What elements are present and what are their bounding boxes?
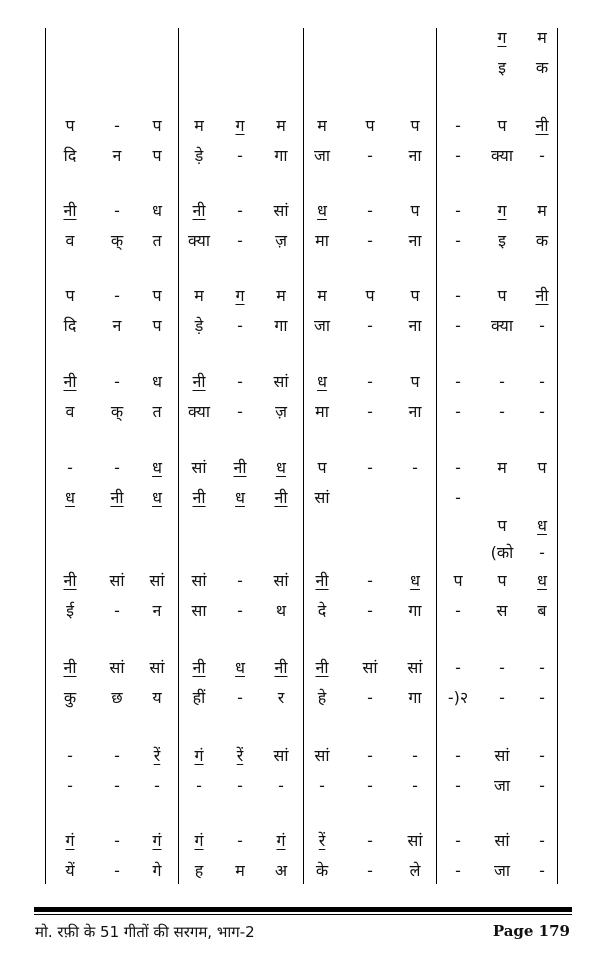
notation-cell: जा	[493, 861, 511, 880]
notation-cell: न	[152, 601, 162, 620]
notation-cell: ग	[235, 286, 245, 305]
notation-cell: प	[497, 116, 507, 135]
notation-cell: सां	[149, 658, 165, 677]
notation-cell: -	[237, 831, 243, 850]
notation-cell: ध	[152, 488, 162, 507]
notation-cell: क	[535, 58, 549, 77]
notation-cell: गे	[152, 861, 162, 880]
notation-cell: ध	[537, 516, 547, 535]
notation-cell: -	[539, 402, 545, 421]
notation-cell: -	[367, 372, 373, 391]
notation-cell: स	[496, 601, 508, 620]
notation-cell: ज़	[275, 231, 287, 250]
notation-cell: गं	[65, 831, 75, 850]
notation-cell: दि	[63, 316, 77, 335]
notation-cell: -	[237, 402, 243, 421]
notation-cell: प	[65, 286, 75, 305]
notation-cell: नी	[233, 458, 247, 477]
notation-cell: -	[367, 688, 373, 707]
footer-rule-thin	[34, 914, 572, 915]
notation-cell: सां	[273, 571, 289, 590]
notation-cell: गा	[408, 601, 422, 620]
notation-cell: ध	[276, 458, 286, 477]
notation-cell: नी	[192, 372, 206, 391]
notation-cell: -	[455, 372, 461, 391]
notation-cell: म	[317, 286, 327, 305]
notation-cell: के	[315, 861, 329, 880]
notation-cell: -	[367, 316, 373, 335]
notation-cell: नी	[192, 201, 206, 220]
notation-cell: -	[539, 688, 545, 707]
notation-cell: सां	[314, 746, 330, 765]
notation-cell: प	[410, 116, 420, 135]
notation-cell: गा	[274, 316, 288, 335]
notation-cell: सां	[494, 831, 510, 850]
notation-cell: -	[455, 488, 461, 507]
notation-cell: ग	[497, 28, 507, 47]
notation-cell: -	[455, 231, 461, 250]
notation-cell: -	[455, 831, 461, 850]
notation-cell: -	[455, 201, 461, 220]
notation-cell: ह	[194, 861, 204, 880]
notation-cell: गं	[152, 831, 162, 850]
notation-cell: -	[278, 776, 284, 795]
notation-cell: सा	[191, 601, 207, 620]
notation-cell: -	[367, 831, 373, 850]
notation-cell: -	[114, 286, 120, 305]
notation-cell: क्	[110, 402, 124, 421]
notation-cell: नी	[63, 571, 77, 590]
notation-cell: -	[455, 458, 461, 477]
notation-cell: दि	[63, 146, 77, 165]
notation-cell: ब	[537, 601, 547, 620]
notation-cell: -	[539, 316, 545, 335]
notation-cell: मा	[315, 402, 329, 421]
notation-cell: त	[152, 402, 162, 421]
notation-cell: -	[196, 776, 202, 795]
notation-cell: -	[319, 776, 325, 795]
notation-cell: -	[412, 776, 418, 795]
notation-cell: -	[237, 776, 243, 795]
notation-cell: यें	[65, 861, 75, 880]
notation-cell: -	[367, 601, 373, 620]
notation-cell: -	[455, 776, 461, 795]
notation-cell: गं	[194, 831, 204, 850]
notation-cell: -	[114, 776, 120, 795]
notation-cell: -	[539, 543, 545, 562]
notation-cell: ध	[152, 201, 162, 220]
notation-cell: -	[114, 458, 120, 477]
notation-cell: ना	[408, 146, 422, 165]
notation-cell: -	[114, 861, 120, 880]
notation-cell: सां	[273, 746, 289, 765]
notation-cell: गं	[194, 746, 204, 765]
notation-cell: ड़े	[194, 316, 204, 335]
notation-cell: प	[152, 286, 162, 305]
notation-cell: प	[65, 116, 75, 135]
notation-cell: नी	[315, 571, 329, 590]
notation-cell: प	[365, 116, 375, 135]
notation-cell: हीं	[192, 688, 206, 707]
notation-cell: छ	[111, 688, 123, 707]
notation-cell: थ	[275, 601, 287, 620]
notation-cell: सां	[191, 458, 207, 477]
notation-cell: -	[237, 316, 243, 335]
notation-cell: -	[499, 372, 505, 391]
notation-cell: प	[410, 372, 420, 391]
notation-cell: -	[114, 746, 120, 765]
notation-cell: -	[455, 658, 461, 677]
notation-cell: -	[539, 831, 545, 850]
notation-cell: -	[367, 861, 373, 880]
notation-cell: नी	[63, 658, 77, 677]
notation-cell: -	[367, 146, 373, 165]
notation-cell: प	[537, 458, 547, 477]
notation-cell: -	[237, 601, 243, 620]
notation-cell: -	[499, 688, 505, 707]
notation-cell: ध	[235, 658, 245, 677]
notation-cell: नी	[110, 488, 124, 507]
notation-cell: नी	[274, 488, 288, 507]
notation-cell: इ	[498, 58, 506, 77]
notation-cell: ध	[152, 458, 162, 477]
notation-cell: ई	[66, 601, 74, 620]
notation-cell: ज़	[275, 402, 287, 421]
notation-cell: ध	[317, 201, 327, 220]
notation-cell: -)२	[447, 688, 469, 707]
notation-cell: प	[497, 571, 507, 590]
notation-cell: -	[455, 316, 461, 335]
notation-cell: -	[367, 231, 373, 250]
book-title: मो. रफ़ी के 51 गीतों की सरगम, भाग-2	[35, 923, 255, 941]
notation-cell: प	[410, 286, 420, 305]
notation-cell: नी	[192, 488, 206, 507]
notation-cell: -	[67, 776, 73, 795]
notation-cell: -	[499, 402, 505, 421]
notation-cell: -	[539, 658, 545, 677]
notation-cell: ड़े	[194, 146, 204, 165]
notation-cell: म	[276, 286, 286, 305]
notation-cell: रें	[318, 831, 326, 850]
notation-cell: म	[194, 116, 204, 135]
notation-cell: क्या	[491, 146, 513, 165]
notation-cell: -	[539, 861, 545, 880]
notation-cell: कु	[63, 688, 77, 707]
notation-cell: -	[67, 458, 73, 477]
notation-cell: ध	[317, 372, 327, 391]
notation-cell: -	[412, 458, 418, 477]
notation-cell: -	[114, 372, 120, 391]
footer-rule	[34, 907, 572, 912]
notation-cell: क	[535, 231, 549, 250]
notation-cell: प	[152, 116, 162, 135]
notation-cell: -	[367, 746, 373, 765]
notation-cell: ध	[65, 488, 75, 507]
notation-cell: र	[277, 688, 285, 707]
notation-cell: ध	[537, 571, 547, 590]
notation-cell: प	[410, 201, 420, 220]
notation-cell: नी	[274, 658, 288, 677]
notation-cell: ना	[408, 231, 422, 250]
notation-cell: प	[497, 516, 507, 535]
notation-cell: नी	[192, 658, 206, 677]
notation-cell: सां	[109, 571, 125, 590]
notation-cell: नी	[315, 658, 329, 677]
notation-cell: गं	[276, 831, 286, 850]
notation-cell: सां	[273, 372, 289, 391]
notation-cell: गा	[274, 146, 288, 165]
notation-cell: क्	[110, 231, 124, 250]
notation-cell: ध	[235, 488, 245, 507]
notation-cell: नी	[63, 201, 77, 220]
notation-cell: त	[152, 231, 162, 250]
notation-cell: ले	[409, 861, 421, 880]
notation-cell: -	[455, 601, 461, 620]
notation-cell: न	[112, 146, 122, 165]
notation-cell: -	[237, 201, 243, 220]
notation-cell: नी	[63, 372, 77, 391]
notation-cell: -	[455, 286, 461, 305]
notation-cell: ग	[235, 116, 245, 135]
notation-cell: मा	[315, 231, 329, 250]
notation-cell: प	[317, 458, 327, 477]
notation-cell: अ	[274, 861, 288, 880]
notation-cell: -	[154, 776, 160, 795]
notation-cell: -	[539, 776, 545, 795]
notation-cell: -	[114, 601, 120, 620]
notation-cell: जा	[313, 316, 331, 335]
notation-cell: प	[453, 571, 463, 590]
notation-cell: -	[455, 116, 461, 135]
notation-cell: म	[194, 286, 204, 305]
notation-cell: सां	[362, 658, 378, 677]
notation-cell: प	[152, 146, 162, 165]
notation-cell: -	[455, 861, 461, 880]
notation-cell: सां	[109, 658, 125, 677]
notation-cell: -	[237, 372, 243, 391]
notation-cell: दे	[317, 601, 327, 620]
notation-cell: -	[539, 146, 545, 165]
notation-cell: -	[237, 688, 243, 707]
notation-cell: प	[152, 316, 162, 335]
notation-cell: इ	[498, 231, 506, 250]
notation-cell: -	[67, 746, 73, 765]
notation-cell: क्या	[188, 231, 210, 250]
notation-cell: -	[455, 746, 461, 765]
notation-cell: जा	[493, 776, 511, 795]
notation-cell: -	[114, 116, 120, 135]
notation-cell: प	[365, 286, 375, 305]
notation-cell: म	[537, 28, 547, 47]
notation-cell: -	[455, 146, 461, 165]
notation-cell: म	[497, 458, 507, 477]
notation-cell: जा	[313, 146, 331, 165]
notation-cell: रें	[236, 746, 244, 765]
notation-cell: हे	[317, 688, 327, 707]
notation-cell: ना	[408, 402, 422, 421]
notation-cell: ग	[497, 201, 507, 220]
notation-cell: -	[237, 231, 243, 250]
notation-cell: सां	[407, 831, 423, 850]
notation-cell: (को	[490, 543, 514, 562]
notation-cell: ना	[408, 316, 422, 335]
notation-cell: सां	[149, 571, 165, 590]
notation-cell: सां	[494, 746, 510, 765]
notation-cell: -	[367, 458, 373, 477]
column-divider	[45, 28, 46, 884]
notation-cell: गा	[408, 688, 422, 707]
notation-cell: रें	[153, 746, 161, 765]
notation-cell: व	[65, 231, 75, 250]
notation-cell: न	[112, 316, 122, 335]
notation-cell: -	[114, 831, 120, 850]
notation-cell: प	[497, 286, 507, 305]
notation-cell: म	[276, 116, 286, 135]
notation-cell: -	[237, 146, 243, 165]
notation-cell: म	[317, 116, 327, 135]
notation-cell: सां	[273, 201, 289, 220]
notation-cell: -	[539, 372, 545, 391]
notation-cell: म	[537, 201, 547, 220]
notation-cell: नी	[535, 116, 549, 135]
notation-cell: सां	[407, 658, 423, 677]
notation-cell: -	[367, 402, 373, 421]
notation-cell: -	[455, 402, 461, 421]
notation-cell: सां	[191, 571, 207, 590]
notation-cell: -	[499, 658, 505, 677]
notation-cell: क्या	[188, 402, 210, 421]
notation-cell: ध	[152, 372, 162, 391]
notation-cell: -	[367, 201, 373, 220]
page-number: Page 179	[492, 922, 570, 940]
notation-cell: -	[237, 571, 243, 590]
notation-cell: सां	[314, 488, 330, 507]
notation-cell: -	[367, 776, 373, 795]
notation-cell: व	[65, 402, 75, 421]
notation-cell: क्या	[491, 316, 513, 335]
notation-cell: -	[539, 746, 545, 765]
notation-cell: ध	[410, 571, 420, 590]
notation-cell: -	[114, 201, 120, 220]
notation-cell: -	[412, 746, 418, 765]
notation-cell: नी	[535, 286, 549, 305]
notation-cell: य	[152, 688, 162, 707]
notation-cell: -	[367, 571, 373, 590]
notation-cell: म	[235, 861, 245, 880]
